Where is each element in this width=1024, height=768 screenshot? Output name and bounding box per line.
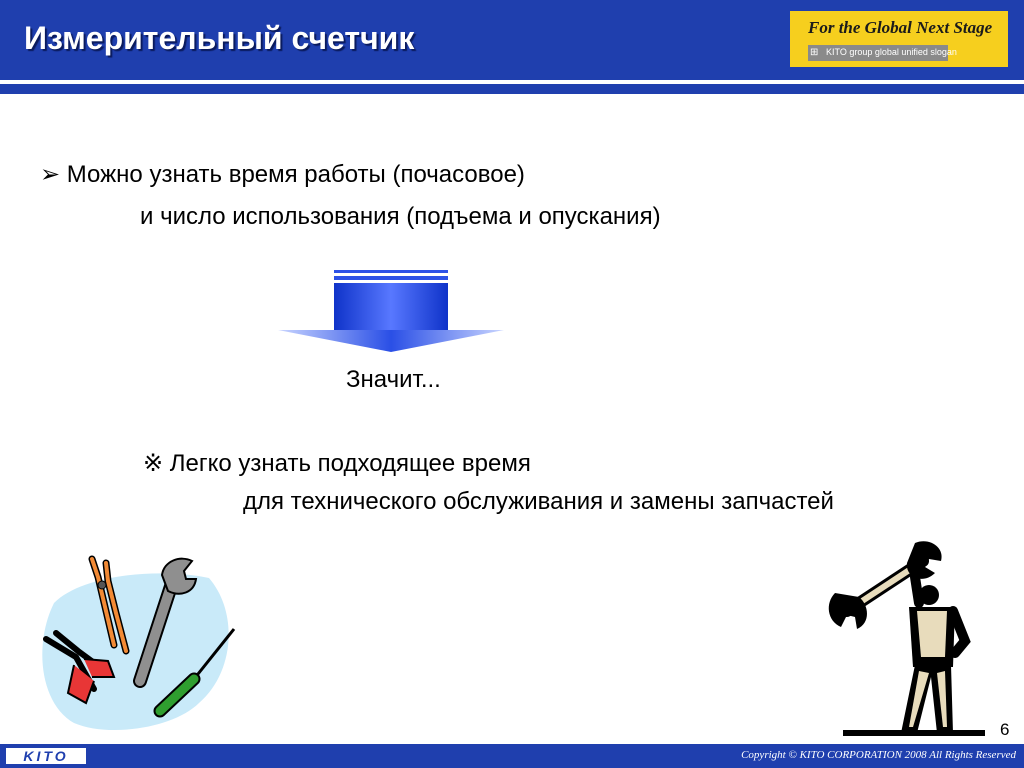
point-1-line-1: Можно узнать время работы (почасовое) — [66, 161, 525, 188]
page-title: Измерительный счетчик — [24, 20, 415, 56]
slogan-text: For the Global Next Stage — [808, 18, 993, 37]
header-bar — [0, 0, 1024, 80]
copyright-text: Copyright © KITO CORPORATION 2008 All Rights Reserved — [741, 749, 1016, 761]
page-number: 6 — [1000, 720, 1010, 739]
down-arrow-icon — [276, 268, 516, 358]
slogan-banner — [790, 11, 1008, 67]
header-stripe — [0, 84, 1024, 94]
tools-clipart — [34, 553, 244, 738]
note-line-2: для технического обслуживания и замены запчастей — [243, 488, 834, 515]
bullet-point-1 — [40, 160, 525, 189]
arrow-caption: Значит... — [346, 366, 441, 393]
point-1-line-2: и число использования (подъема и опускания) — [140, 203, 661, 230]
footer-bar — [0, 744, 1024, 768]
note-symbol: ※ — [143, 450, 164, 477]
worker-with-wrench-clipart — [825, 537, 990, 737]
bullet-arrow-icon: ➢ — [40, 161, 61, 188]
globe-icon: ⊞ — [810, 47, 819, 58]
note-line-1-row — [143, 449, 531, 478]
kito-logo: KITO — [6, 748, 86, 764]
slogan-subtitle-box — [808, 45, 957, 61]
note-line-1: Легко узнать подходящее время — [169, 450, 531, 477]
slogan-subtitle: KITO group global unified slogan — [826, 47, 957, 57]
